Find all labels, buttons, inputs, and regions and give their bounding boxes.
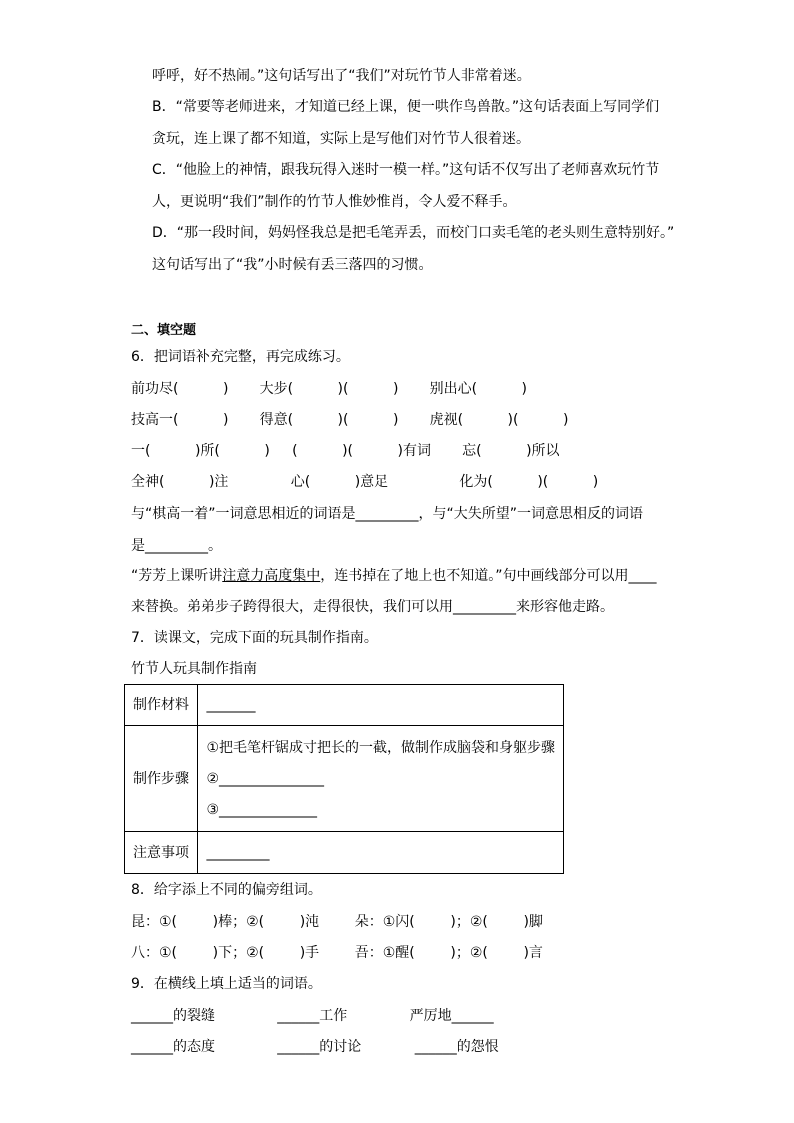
q6-antonym-line: 是_________。 [131,538,222,554]
toy-guide-table [124,684,564,874]
table-row [125,685,564,726]
q5-option-b-line2: 贪玩，连上课了都不知道，实际上是写他们对竹节人很着迷。 [152,131,530,147]
step-1: ①把毛笔杆锯成寸把长的一截，做制作成脑袋和身躯步骤 [206,739,555,756]
notes-label: 注意事项 [125,832,198,874]
q6-sentence-line [131,566,657,586]
q6-sentence-pre: “芳芳上课听讲 [131,568,223,584]
q9-prompt: 9．在横线上填上适当的词语。 [131,976,322,992]
q6-idiom-row-1: 前功尽( ) 大步( )( ) 别出心( ) [131,381,528,397]
q5-option-a-cont: 呼呼，好不热闹。”这句话写出了“我们”对玩竹节人非常着迷。 [152,68,531,84]
q6-replace-line: 来替换。弟弟步子跨得很大，走得很快，我们可以用_________来形容他走路。 [131,599,614,615]
q5-option-d-line1: D．“那一段时间，妈妈怪我总是把毛笔弄丢，而校门口卖毛笔的老头则生意特别好。” [152,225,675,241]
q9-row-2: ______的态度 ______的讨论 ______的怨恨 [131,1039,499,1055]
materials-label: 制作材料 [125,685,198,726]
table-row [125,832,564,874]
q7-prompt: 7．读课文，完成下面的玩具制作指南。 [131,630,378,646]
q6-prompt: 6．把词语补充完整，再完成练习。 [131,349,350,365]
q6-synonym-line: 与“棋高一着”一词意思相近的词语是_________，与“大失所望”一词意思相反的词语 [131,506,644,522]
q6-idiom-row-3: 一( )所( ) ( )( )有词 忘( )所以 [131,443,560,459]
notes-blank: _________ [198,832,564,874]
q8-row-2: 八：①( )下；②( )手 吾：①醒( )；②( )言 [131,945,543,961]
q6-sentence-post: ，连书掉在了地上也不知道。”句中画线部分可以用____ [320,568,657,584]
q5-option-c-line2: 人，更说明“我们”制作的竹节人惟妙惟肖，令人爱不释手。 [152,194,517,210]
step-2: ②_______________ [206,770,324,787]
q8-prompt: 8．给字添上不同的偏旁组词。 [131,882,322,898]
q6-underlined-phrase: 注意力高度集中 [222,568,321,584]
q5-option-d-line2: 这句话写出了“我”小时候有丢三落四的习惯。 [152,257,433,273]
q8-row-1: 昆：①( )棒；②( )沌 朵：①闪( )；②( )脚 [131,914,543,930]
q7-table-title: 竹节人玩具制作指南 [131,661,257,677]
q6-idiom-row-2: 技高一( ) 得意( )( ) 虎视( )( ) [131,412,569,428]
q9-row-1: ______的裂缝 ______工作 严厉地______ [131,1008,494,1024]
materials-blank: _______ [198,685,564,726]
table-row [125,726,564,832]
steps-label: 制作步骤 [125,726,198,832]
section-title: 二、填空题 [131,323,197,338]
q6-idiom-row-4: 全神( )注 心( )意足 化为( )( ) [131,474,599,490]
q5-option-c-line1: C．“他脸上的神情，跟我玩得入迷时一模一样。”这句话不仅写出了老师喜欢玩竹节 [152,162,660,178]
steps-cell [198,726,564,832]
q5-option-b-line1: B．“常要等老师进来，才知道已经上课，便一哄作鸟兽散。”这句话表面上写同学们 [152,99,660,115]
step-3: ③______________ [206,801,317,818]
